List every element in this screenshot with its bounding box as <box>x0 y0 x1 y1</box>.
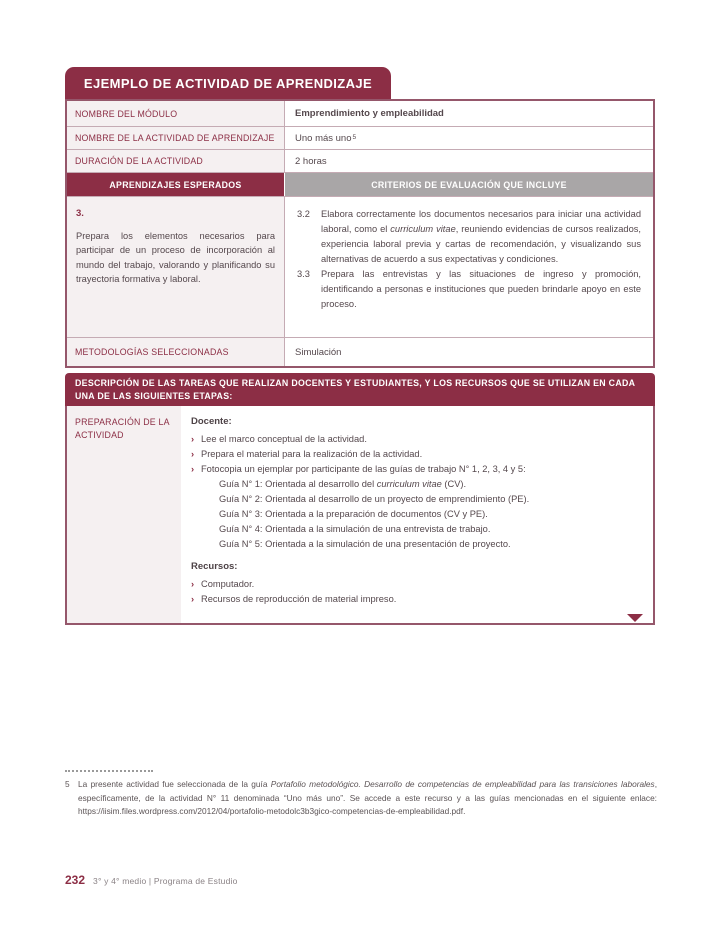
guia-item: Guía N° 5: Orientada a la simulación de una presentación de proyecto. <box>219 539 511 549</box>
list-item-text: Fotocopia un ejemplar por participante de las guías de trabajo N° 1, 2, 3, 4 y 5: <box>201 464 526 474</box>
metodologias-label: METODOLOGÍAS SELECCIONADAS <box>67 338 285 366</box>
descripcion-banner <box>65 373 655 406</box>
guia-item: Guía N° 2: Orientada al desarrollo de un proyecto de emprendimiento (PE). <box>219 494 530 504</box>
criterios-header: CRITERIOS DE EVALUACIÓN QUE INCLUYE <box>285 173 653 196</box>
criterion-number: 3.2 <box>297 209 310 219</box>
page-number: 232 <box>65 873 86 887</box>
table-row <box>67 127 653 150</box>
list-item <box>191 432 639 447</box>
activity-name-label: NOMBRE DE LA ACTIVIDAD DE APRENDIZAJE <box>67 127 285 149</box>
aprendizaje-text: Prepara los elementos necesarios para participar de un proceso de incorporación al mundo del trabajo, valorando y planificando su trayectoria formativa y laboral. <box>76 230 275 284</box>
list-item <box>191 462 639 477</box>
descripcion-banner-text: DESCRIPCIÓN DE LAS TAREAS QUE REALIZAN DOCENTES Y ESTUDIANTES, Y LOS RECURSOS QUE SE UTILIZAN EN CADA UNA DE LAS SIGUIENTES ETAPAS: <box>75 377 635 401</box>
footnote-text: La presente actividad fue seleccionada de la guía <box>78 779 271 789</box>
aprendizajes-header: APRENDIZAJES ESPERADOS <box>67 173 285 196</box>
column-header-row <box>67 173 653 197</box>
module-name-value: Emprendimiento y empleabilidad <box>295 108 444 119</box>
docente-heading: Docente: <box>191 416 232 427</box>
footnote-divider <box>65 770 153 772</box>
table-row <box>67 101 653 127</box>
criterion-number: 3.3 <box>297 269 310 279</box>
footnote-text: . <box>463 806 466 816</box>
preparacion-section <box>65 406 655 625</box>
guia-text: (CV). <box>441 479 467 489</box>
bullet-icon: › <box>191 449 195 459</box>
guia-text: Guía N° 1: Orientada al desarrollo del <box>219 479 377 489</box>
page-title: EJEMPLO DE ACTIVIDAD DE APRENDIZAJE <box>83 75 373 91</box>
table-row <box>67 150 653 173</box>
footnote-body <box>65 778 657 819</box>
footnote-number: 5 <box>65 779 70 789</box>
bullet-icon: › <box>191 579 195 589</box>
list-item <box>191 447 639 462</box>
bullet-icon: › <box>191 434 195 444</box>
bullet-icon: › <box>191 594 195 604</box>
guia-item: Guía N° 3: Orientada a la preparación de documentos (CV y PE). <box>219 509 488 519</box>
footnote <box>65 770 657 819</box>
preparacion-label: PREPARACIÓN DE LA ACTIVIDAD <box>67 406 181 623</box>
list-item <box>191 577 639 592</box>
activity-name-value: Uno más uno 5 <box>295 132 357 144</box>
criterios-cell <box>285 197 653 337</box>
guia-item <box>191 477 639 492</box>
continue-arrow-icon <box>627 614 643 622</box>
page-footer <box>65 873 238 887</box>
footnote-link[interactable]: https://iisim.files.wordpress.com/2012/04/portafolio-metodolc3b3gico-competencias-de-empleabilidad.pdf <box>78 806 464 816</box>
criterion-text: Prepara las entrevistas y las situaciones de ingreso y promoción, identificando a personas e instituciones que pueden brindarle apoyo en este proceso. <box>321 269 641 309</box>
module-name-label: NOMBRE DEL MÓDULO <box>67 101 285 126</box>
activity-name-text: Uno más uno <box>295 132 352 144</box>
list-item-text: Recursos de reproducción de material impreso. <box>201 594 397 604</box>
criterion-text: , reuniendo evidencias de cursos realizados, experiencia laboral previa y cartas de recomendación, y visualizando sus alternativas de acuerdo a sus expectativas y condiciones. <box>321 224 641 264</box>
list-item-text: Computador. <box>201 579 255 589</box>
criterion-item <box>297 267 641 312</box>
criterion-italic-text: curriculum vitae <box>390 224 456 234</box>
footer-text: 3° y 4° medio | Programa de Estudio <box>93 876 238 886</box>
duration-label: DURACIÓN DE LA ACTIVIDAD <box>67 150 285 172</box>
duration-value: 2 horas <box>295 155 327 167</box>
activity-info-table <box>65 99 655 368</box>
guia-italic-text: curriculum vitae <box>376 479 442 489</box>
guia-item: Guía N° 4: Orientada a la simulación de una entrevista de trabajo. <box>219 524 491 534</box>
aprendizaje-cell <box>67 197 285 337</box>
aprendizaje-number: 3. <box>76 208 84 219</box>
criterion-item <box>297 207 641 267</box>
footnote-italic-text: Portafolio metodológico. Desarrollo de competencias de empleabilidad para las transiciones laborales <box>270 779 655 789</box>
recursos-heading: Recursos: <box>191 561 238 572</box>
metodologias-value: Simulación <box>295 346 342 358</box>
list-item <box>191 592 639 607</box>
content-row <box>67 197 653 338</box>
title-banner <box>65 67 391 99</box>
footnote-text: , específicamente, de la actividad N° 11 denominada “Uno más uno”. Se accede a este recurso y a las guías mencionadas en el siguiente enlace: <box>78 779 657 803</box>
table-row <box>67 338 653 366</box>
list-item-text: Lee el marco conceptual de la actividad. <box>201 434 367 444</box>
list-item-text: Prepara el material para la realización de la actividad. <box>201 449 423 459</box>
criterion-text: Elabora correctamente los documentos necesarios para iniciar una actividad laboral, como el <box>321 209 641 234</box>
preparacion-content <box>181 406 653 623</box>
bullet-icon: › <box>191 464 195 474</box>
